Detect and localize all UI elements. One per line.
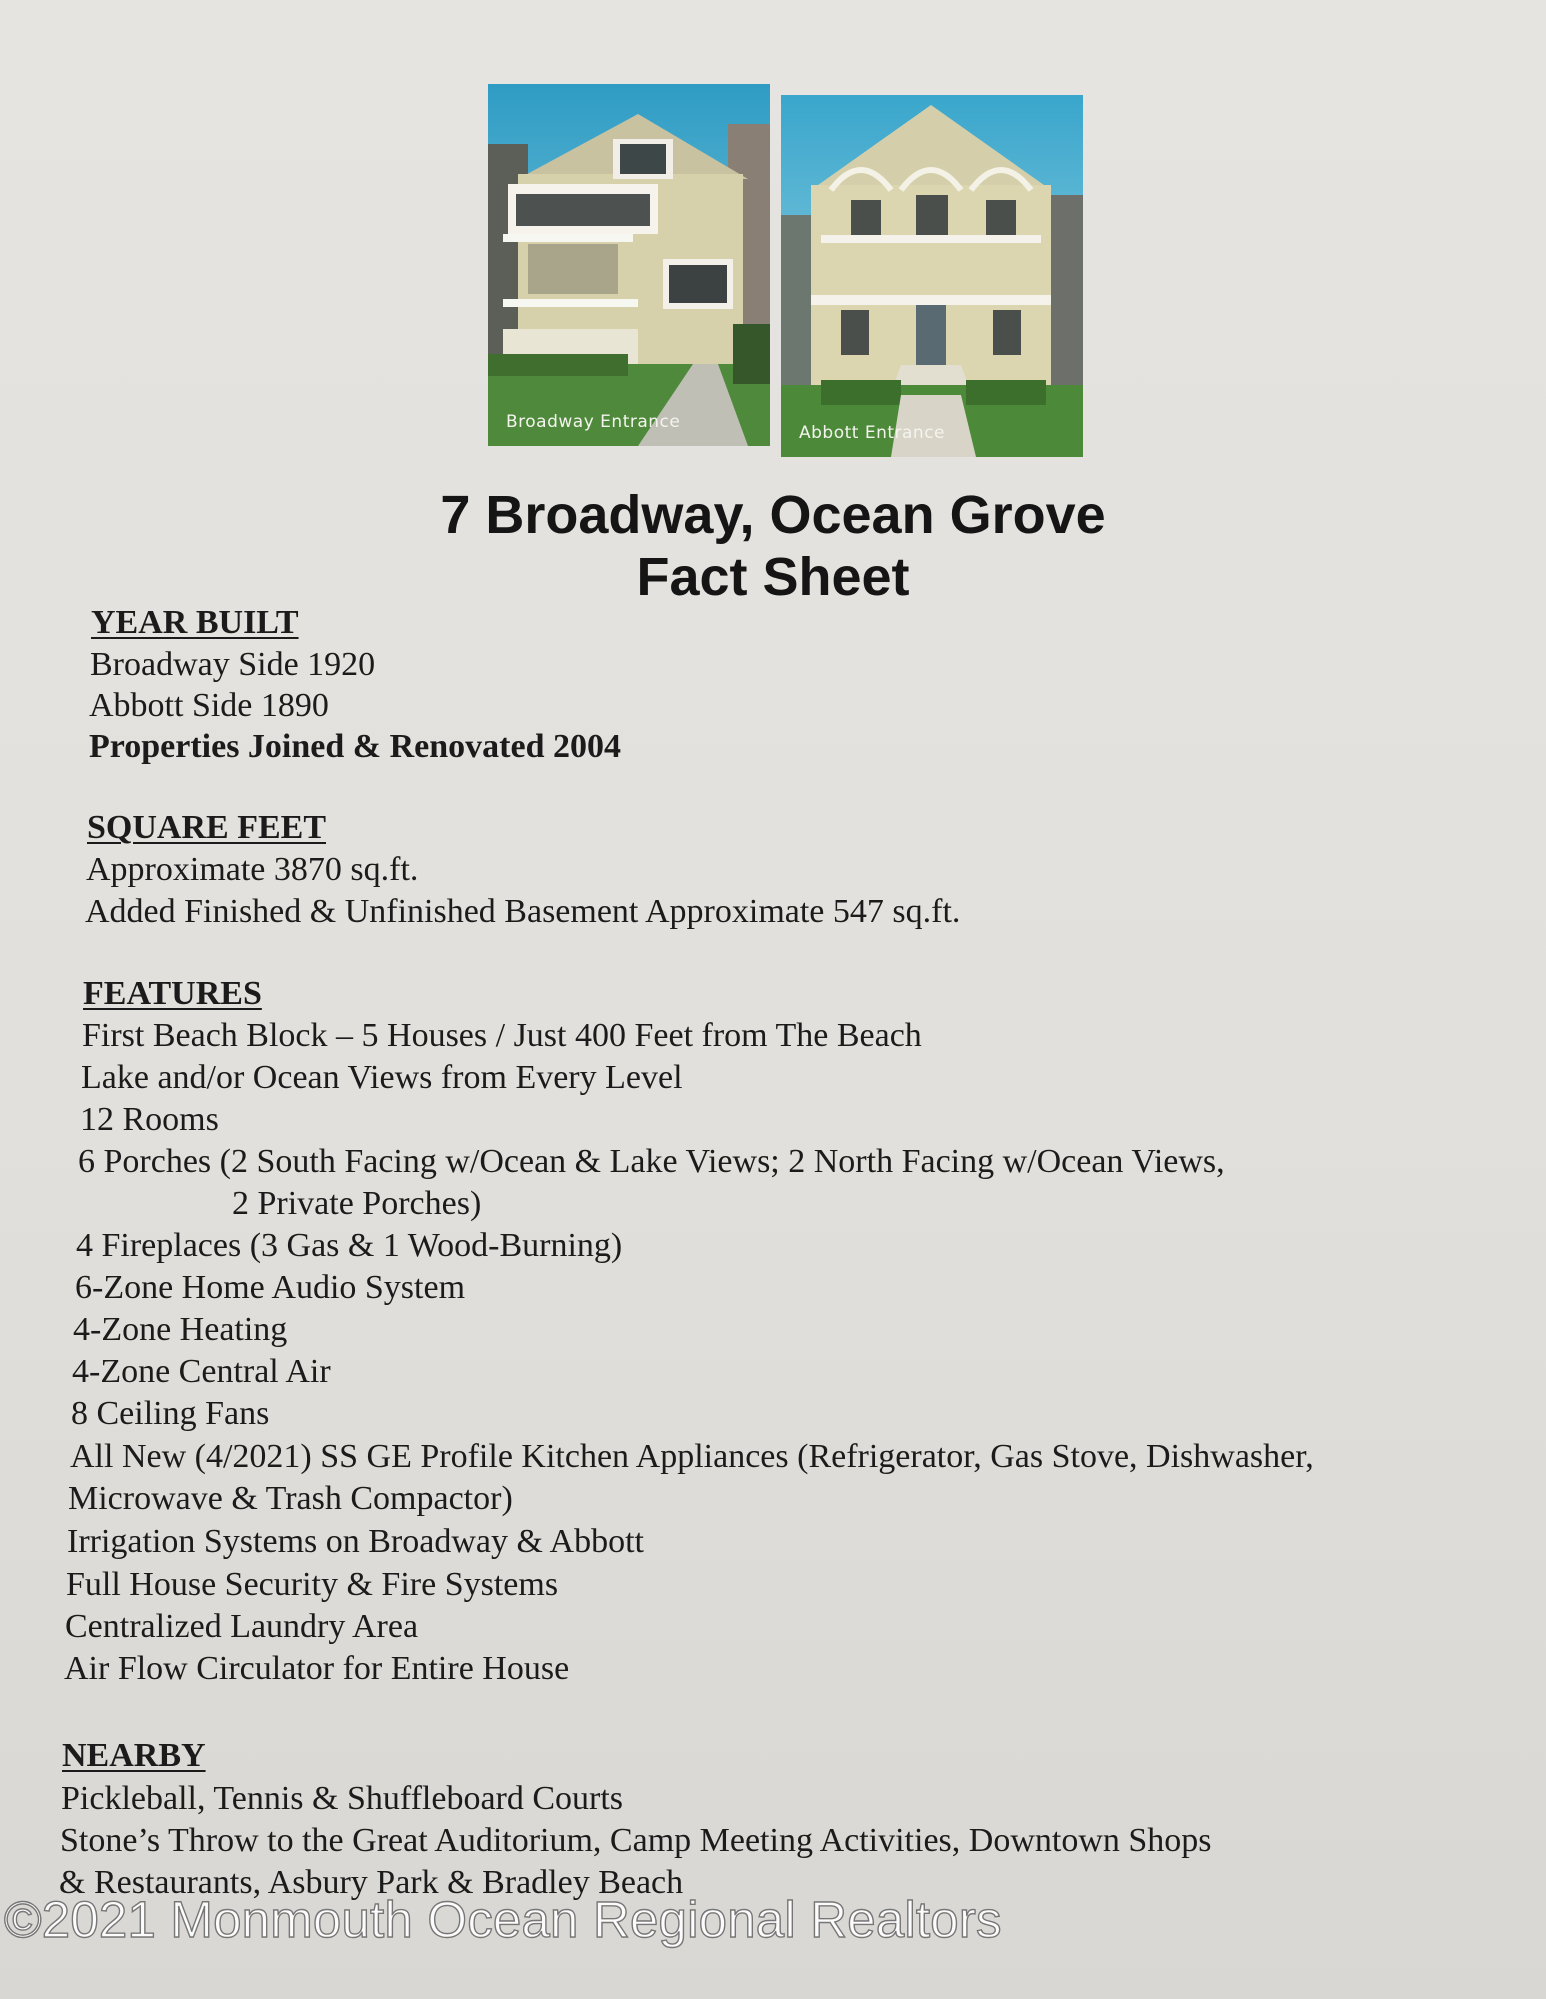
features-line: 2 Private Porches) <box>232 1185 482 1222</box>
year-built-line: Broadway Side 1920 <box>90 646 376 683</box>
features-line: 4-Zone Heating <box>73 1311 288 1348</box>
features-line: Centralized Laundry Area <box>65 1608 419 1645</box>
copyright-watermark: ©2021 Monmouth Ocean Regional Realtors <box>4 1891 1002 1948</box>
features-line: All New (4/2021) SS GE Profile Kitchen Appliances (Refrigerator, Gas Stove, Dishwasher, <box>70 1438 1314 1475</box>
broadway-entrance-caption: Broadway Entrance <box>506 412 681 432</box>
title-subtitle: Fact Sheet <box>636 547 910 607</box>
features-line: Lake and/or Ocean Views from Every Level <box>81 1059 683 1096</box>
nearby-line: Stone’s Throw to the Great Auditorium, Camp Meeting Activities, Downtown Shops <box>60 1822 1212 1859</box>
features-line: 12 Rooms <box>80 1101 219 1138</box>
features-line: 8 Ceiling Fans <box>71 1395 270 1432</box>
features-line: 4-Zone Central Air <box>72 1353 331 1390</box>
abbott-entrance-caption: Abbott Entrance <box>799 423 946 443</box>
nearby-heading: NEARBY <box>62 1737 206 1774</box>
year-built-line: Properties Joined & Renovated 2004 <box>89 728 621 765</box>
features-line: Full House Security & Fire Systems <box>66 1566 559 1603</box>
broadway-entrance-photo <box>488 84 770 446</box>
nearby-line: & Restaurants, Asbury Park & Bradley Beach <box>59 1864 684 1901</box>
nearby-line: Pickleball, Tennis & Shuffleboard Courts <box>61 1780 624 1817</box>
features-line: 4 Fireplaces (3 Gas & 1 Wood-Burning) <box>76 1227 623 1264</box>
features-line: Air Flow Circulator for Entire House <box>64 1650 570 1687</box>
features-line: 6-Zone Home Audio System <box>75 1269 466 1306</box>
year-built-line: Abbott Side 1890 <box>89 687 329 724</box>
square-feet-line: Added Finished & Unfinished Basement Approximate 547 sq.ft. <box>85 893 961 930</box>
square-feet-heading: SQUARE FEET <box>87 809 326 846</box>
title-address: 7 Broadway, Ocean Grove <box>440 485 1106 545</box>
abbott-entrance-photo <box>781 95 1083 457</box>
house-photos <box>488 84 1084 454</box>
fact-sheet-title <box>0 484 1546 608</box>
features-line: First Beach Block – 5 Houses / Just 400 Feet from The Beach <box>82 1017 922 1054</box>
features-heading: FEATURES <box>83 975 262 1012</box>
features-line: Irrigation Systems on Broadway & Abbott <box>67 1523 645 1560</box>
square-feet-line: Approximate 3870 sq.ft. <box>86 851 419 888</box>
features-line: 6 Porches (2 South Facing w/Ocean & Lake Views; 2 North Facing w/Ocean Views, <box>78 1143 1225 1180</box>
year-built-heading: YEAR BUILT <box>91 604 299 641</box>
features-line: Microwave & Trash Compactor) <box>68 1480 513 1517</box>
